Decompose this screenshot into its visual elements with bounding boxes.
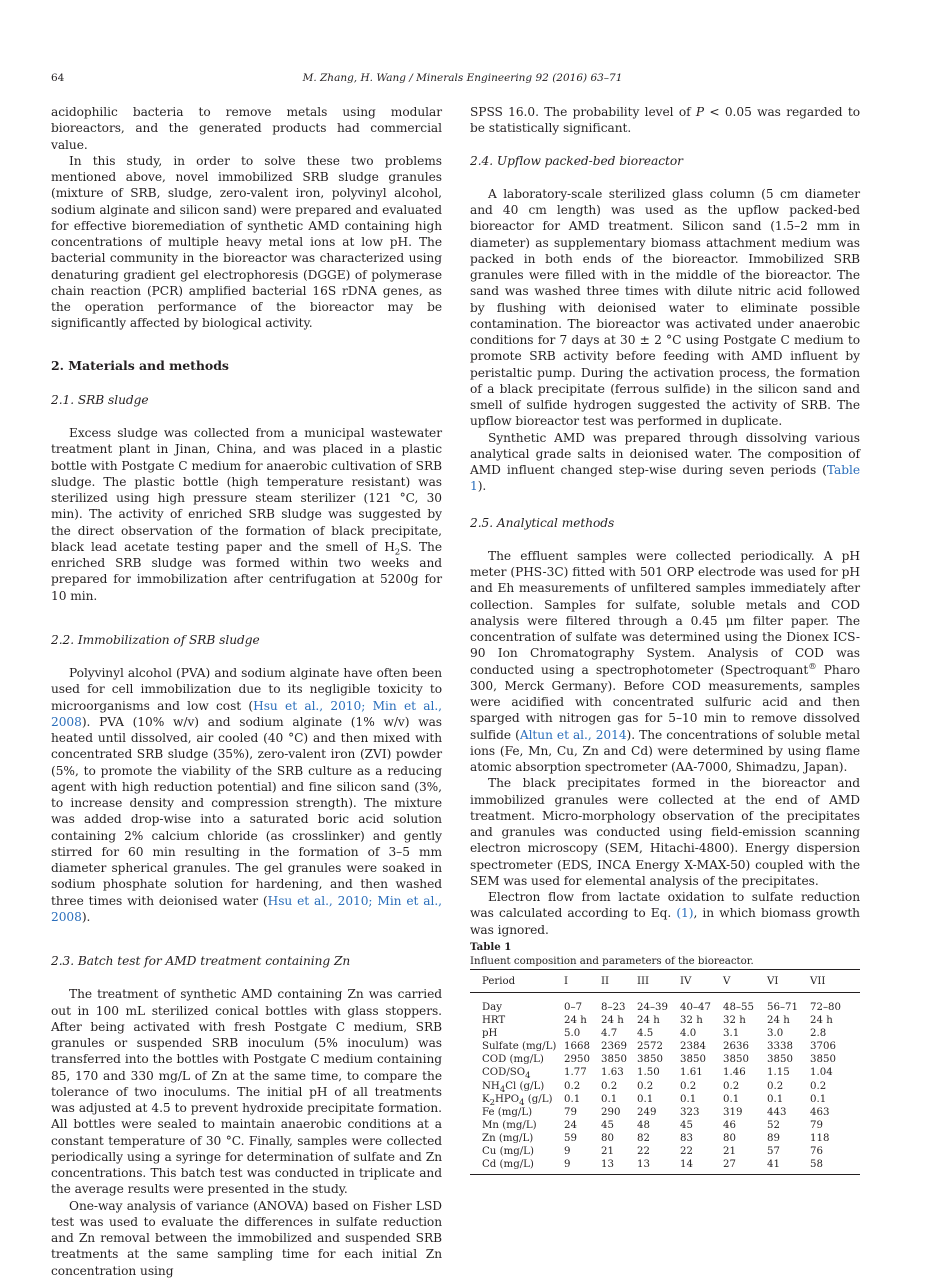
table-header-cell: III (637, 975, 650, 987)
table-cell: 290 (601, 1106, 621, 1118)
table-cell: 24 h (810, 1015, 833, 1027)
table-cell: 56–71 (767, 1002, 799, 1013)
table-header-cell: V (723, 975, 731, 987)
running-head: M. Zhang, H. Wang / Minerals Engineering 92 (2016) 63–71 (302, 72, 623, 84)
table-cell: 48–55 (723, 1002, 755, 1013)
table-cell: 1.15 (767, 1067, 790, 1079)
table-cell: 21 (601, 1146, 614, 1158)
table-cell: 80 (601, 1132, 614, 1144)
table-cell: 249 (637, 1106, 657, 1118)
table-cell: 319 (723, 1106, 743, 1118)
table-cell: 1.04 (810, 1067, 833, 1079)
table-cell: 9 (564, 1159, 571, 1171)
table-cell: 0.1 (680, 1093, 697, 1105)
table-cell: 13 (637, 1159, 650, 1171)
table-header-cell: Period (482, 975, 516, 987)
table-row (470, 1093, 860, 1106)
row-label: COD/$SO_4$ (482, 1067, 531, 1082)
table-cell: 118 (810, 1132, 830, 1144)
table-cell: 3338 (767, 1041, 793, 1053)
table-row (470, 1027, 860, 1040)
table-cell: 13 (601, 1159, 614, 1171)
table-cell: 0.1 (601, 1093, 618, 1105)
table-cell: 57 (767, 1146, 780, 1158)
anova-paragraph: One-way analysis of variance (ANOVA) based on Fisher LSD test was used to evaluate the differences in sulfate reduction and Zn removal between the immobilized and suspended SRB treatments at the same sampling time for each initial Zn concentration using (51, 1198, 442, 1278)
study-paragraph: In this study, in order to solve these two problems mentioned above, novel immobilized SRB sludge granules (mixture of SRB, sludge, zero-valent iron, polyvinyl alcohol, sodium alginate and silicon sand) were prepared and evaluated for effective bioremediation of synthetic AMD containing high concentrations of multiple heavy metal ions at low pH. The bacterial community in the bioreactor was characterized using denaturing gradient gel electrophoresis (DGGE) of polymerase chain reaction (PCR) amplified bacterial 16S rDNA genes, as the operation performance of the bioreactor may be significantly affected by biological activity. (51, 153, 442, 331)
table-cell: 0.2 (637, 1080, 654, 1092)
table-cell: 3850 (810, 1054, 836, 1066)
table-header-cell: VII (810, 975, 826, 987)
synthetic-amd-paragraph: Synthetic AMD was prepared through dissolving various analytical grade salts in deionised water. The composition of AMD influent changed step-wise during seven periods (Table 1). (470, 430, 860, 494)
table-cell: 24 (564, 1119, 577, 1131)
table-cell: 0.2 (601, 1080, 618, 1092)
table-cell: 2384 (680, 1041, 706, 1053)
row-label: Sulfate (mg/L) (482, 1041, 557, 1053)
electron-flow-paragraph: Electron flow from lactate oxidation to sulfate reduction was calculated according to Eq. (1), in which biomass growth was ignored. (470, 890, 860, 937)
batch-test-paragraph: The treatment of synthetic AMD containing Zn was carried out in 100 mL sterilized conical bottles with glass stoppers. After being activated with fresh Postgate C medium, SRB granules or suspended SRB inoculum (5% inoculum) was transferred into the bottles with Postgate C medium containing 85, 170 and 330 mg/L of Zn at the same time, to compare the tolerance of two inoculums. The initial pH of all treatments was adjusted at 4.5 to prevent hydroxide precipitate formation. All bottles were sealed to maintain anaerobic conditions at a constant temperature of 30 °C. Finally, samples were collected periodically using a syringe for determination of sulfate and Zn concentrations. This batch test was conducted in triplicate and the average results were presented in the study. (51, 987, 442, 1197)
table-cell: 1.77 (564, 1067, 587, 1079)
table-cell: 1.50 (637, 1067, 660, 1079)
table-cell: 0.1 (637, 1093, 654, 1105)
table-cell: 32 h (680, 1015, 703, 1027)
influent-table (470, 969, 860, 1175)
table-cell: 80 (723, 1132, 736, 1144)
table-cell: 24 h (564, 1015, 587, 1027)
table-cell: 3.1 (723, 1028, 740, 1040)
row-label: Mn (mg/L) (482, 1119, 537, 1131)
table-cell: 4.5 (637, 1028, 654, 1040)
table-cell: 0.1 (767, 1093, 784, 1105)
subsection-heading-immobilization: 2.2. Immobilization of SRB sludge (51, 632, 260, 647)
table-cell: 46 (723, 1119, 736, 1131)
subsection-heading-srb-sludge: 2.1. SRB sludge (51, 392, 149, 407)
table-cell: 21 (723, 1146, 736, 1158)
table-cell: 2.8 (810, 1028, 827, 1040)
table-header-cell: VI (767, 975, 779, 987)
table-cell: 463 (810, 1106, 830, 1118)
table-cell: 2369 (601, 1041, 627, 1053)
table-cell: 22 (637, 1146, 650, 1158)
precipitates-paragraph: The black precipitates formed in the bioreactor and immobilized granules were collected at the end of AMD treatment. Micro-morphology observation of the precipitates and granules was conducted using field-emission scanning electron microscopy (SEM, Hitachi-4800). Energy dispersion spectrometer (EDS, INCA Energy X-MAX-50) coupled with the SEM was used for elemental analysis of the precipitates. (470, 776, 860, 888)
subsection-heading-upflow-bioreactor: 2.4. Upflow packed-bed bioreactor (470, 153, 683, 168)
table-cell: 3850 (601, 1054, 627, 1066)
table-cell: 14 (680, 1159, 693, 1171)
table-body (470, 993, 860, 1175)
table-cell: 41 (767, 1159, 780, 1171)
row-label: Fe (mg/L) (482, 1106, 533, 1118)
subsection-heading-analytical-methods: 2.5. Analytical methods (470, 515, 615, 530)
row-label: $K_2HPO_4$ (g/L) (482, 1093, 553, 1108)
page-number: 64 (51, 72, 65, 84)
table-label: Table 1 (470, 941, 512, 953)
section-heading-materials-methods: 2. Materials and methods (51, 357, 229, 373)
spss-paragraph: SPSS 16.0. The probability level of P < 0.05 was regarded to be statistically significant. (470, 105, 860, 136)
table-cell: 59 (564, 1132, 577, 1144)
analytical-paragraph: The effluent samples were collected periodically. A pH meter (PHS-3C) fitted with 501 ORP electrode was used for pH and Eh measurements of unfiltered samples immediately after collection. Samples for sulfate, soluble metals and COD analysis were filtered through a 0.45 μm filter paper. The concentration of sulfate was determined using the Dionex ICS-90 Ion Chromatography System. Analysis of COD was conducted using a spectrophotometer (Spectroquant® Pharo 300, Merck Germany). Before COD measurements, samples were acidified with concentrated sulfuric acid and then sparged with nitrogen gas for 5–10 min to remove dissolved sulfide (Altun et al., 2014). The concentrations of soluble metal ions (Fe, Mn, Cu, Zn and Cd) were determined by using flame atomic absorption spectrometer (AA-7000, Shimadzu, Japan). (470, 548, 860, 774)
table-cell: 323 (680, 1106, 700, 1118)
table-cell: 52 (767, 1119, 780, 1131)
intro-continuation: acidophilic bacteria to remove metals using modular bioreactors, and the generated products had commercial value. (51, 105, 442, 152)
table-cell: 24 h (767, 1015, 790, 1027)
table-cell: 76 (810, 1146, 823, 1158)
citation-link[interactable]: Hsu et al., 2010; Min et al., 2008 (51, 698, 442, 729)
table-cell: 3850 (723, 1054, 749, 1066)
citation-link[interactable]: Hsu et al., 2010; Min et al., 2008 (51, 893, 442, 924)
subsection-heading-batch-test: 2.3. Batch test for AMD treatment containing Zn (51, 954, 351, 968)
table-cell: 5.0 (564, 1028, 581, 1040)
table-header-cell: I (564, 975, 569, 987)
row-label: pH (482, 1028, 498, 1040)
row-label: $NH_4Cl$ (g/L) (482, 1080, 545, 1095)
row-label: Cu (mg/L) (482, 1146, 534, 1158)
immobilization-paragraph: Polyvinyl alcohol (PVA) and sodium alginate have often been used for cell immobilization due to its negligible toxicity to microorganisms and low cost (Hsu et al., 2010; Min et al., 2008). PVA (10% w/v) and sodium alginate (1% w/v) was heated until dissolved, air cooled (40 °C) and then mixed with concentrated SRB sludge (35%), zero-valent iron (ZVI) powder (5%, to promote the viability of the SRB culture as a reducing agent with high reduction potential) and fine silicon sand (3%, to increase density and compression strength). The mixture was added drop-wise into a saturated boric acid solution containing 2% calcium chloride (as crosslinker) and gently stirred for 60 min resulting in the formation of 3–5 mm diameter spherical granules. The gel granules were soaked in sodium phosphate solution for hardening, and then washed three times with deionised water (Hsu et al., 2010; Min et al., 2008). (51, 666, 442, 924)
table-cell: 27 (723, 1159, 736, 1171)
table-row (470, 1145, 860, 1158)
table-row (470, 1040, 860, 1053)
table-cell: 1668 (564, 1041, 590, 1053)
table-row (470, 1014, 860, 1027)
table-header-cell: IV (680, 975, 692, 987)
table-cell: 0.2 (723, 1080, 740, 1092)
right-column (470, 104, 860, 938)
row-label: COD (mg/L) (482, 1054, 544, 1066)
table-cell: 1.61 (680, 1067, 703, 1079)
table-cell: 0.2 (810, 1080, 827, 1092)
table-cell: 1.46 (723, 1067, 746, 1079)
table-cell: 443 (767, 1106, 787, 1118)
table-cell: 8–23 (601, 1002, 626, 1013)
table-cell: 0.1 (810, 1093, 827, 1105)
table-cell: 40–47 (680, 1002, 712, 1013)
table-cell: 0.1 (564, 1093, 581, 1105)
table-cell: 32 h (723, 1015, 746, 1027)
row-label: Day (482, 1002, 502, 1013)
table-cell: 82 (637, 1132, 650, 1144)
table-row (470, 1132, 860, 1145)
table-cell: 2950 (564, 1054, 590, 1066)
table-link[interactable]: Table 1 (470, 463, 860, 494)
table-cell: 24–39 (637, 1002, 669, 1013)
table-cell: 1.63 (601, 1067, 624, 1079)
table-row (470, 1106, 860, 1119)
table-cell: 72–80 (810, 1002, 842, 1013)
table-cell: 2572 (637, 1041, 663, 1053)
table-cell: 45 (601, 1119, 614, 1131)
table-cell: 0.2 (767, 1080, 784, 1092)
row-label: Cd (mg/L) (482, 1159, 534, 1171)
table-cell: 3706 (810, 1041, 836, 1053)
table-header-row (470, 970, 860, 993)
table-cell: 3850 (680, 1054, 706, 1066)
table-cell: 24 h (601, 1015, 624, 1027)
table-cell: 89 (767, 1132, 780, 1144)
table-cell: 0.2 (564, 1080, 581, 1092)
table-row (470, 1158, 860, 1175)
table-cell: 3850 (637, 1054, 663, 1066)
citation-link[interactable]: Altun et al., 2014 (519, 727, 627, 742)
table-caption (470, 940, 860, 969)
table-cell: 3.0 (767, 1028, 784, 1040)
table-cell: 0–7 (564, 1002, 583, 1013)
table-cell: 2636 (723, 1041, 749, 1053)
table-cell: 83 (680, 1132, 693, 1144)
left-column (51, 104, 442, 1279)
table-cell: 0.2 (680, 1080, 697, 1092)
table-cell: 79 (810, 1119, 823, 1131)
table-caption-text: Influent composition and parameters of the bioreactor. (470, 956, 754, 967)
table-cell: 48 (637, 1119, 650, 1131)
table-cell: 0.1 (723, 1093, 740, 1105)
table-row (470, 1080, 860, 1093)
table-cell: 79 (564, 1106, 577, 1118)
table-row (470, 1066, 860, 1079)
table-cell: 45 (680, 1119, 693, 1131)
table-row (470, 1053, 860, 1066)
table-cell: 9 (564, 1146, 571, 1158)
row-label: Zn (mg/L) (482, 1132, 534, 1144)
table-cell: 58 (810, 1159, 823, 1171)
table-header-cell: II (601, 975, 610, 987)
srb-sludge-paragraph: Excess sludge was collected from a municipal wastewater treatment plant in Jinan, China, and was placed in a plastic bottle with Postgate C medium for anaerobic cultivation of SRB sludge. The plastic bottle (high temperature resistant) was sterilized using high pressure steam sterilizer (121 °C, 30 min). The activity of enriched SRB sludge was suggested by the direct observation of the formation of black precipitate, black lead acetate testing paper and the smell of $H_2S$. The enriched SRB sludge was formed within two weeks and prepared for immobilization after centrifugation at 5200g for 10 min. (51, 426, 442, 603)
table-cell: 22 (680, 1146, 693, 1158)
table-cell: 4.7 (601, 1028, 618, 1040)
row-label: HRT (482, 1015, 506, 1027)
bioreactor-paragraph: A laboratory-scale sterilized glass column (5 cm diameter and 40 cm length) was used as the upflow packed-bed bioreactor for AMD treatment. Silicon sand (1.5–2 mm in diameter) as supplementary biomass attachment medium was packed in both ends of the bioreactor. Immobilized SRB granules were filled with in the middle of the bioreactor. The sand was washed three times with dilute nitric acid followed by flushing with deionised water to eliminate possible contamination. The bioreactor was activated under anaerobic conditions for 7 days at 30 ± 2 °C using Postgate C medium to promote SRB activity before feeding with AMD influent by peristaltic pump. During the activation process, the formation of a black precipitate (ferrous sulfide) in the silicon sand and smell of sulfide hydrogen suggested the activity of SRB. The upflow bioreactor test was performed in duplicate. (470, 186, 860, 429)
table-row (470, 1119, 860, 1132)
equation-link[interactable]: (1) (676, 906, 694, 921)
table-row (470, 993, 860, 1015)
table-cell: 3850 (767, 1054, 793, 1066)
table-cell: 24 h (637, 1015, 660, 1027)
table-cell: 4.0 (680, 1028, 697, 1040)
table-1 (470, 969, 860, 1175)
